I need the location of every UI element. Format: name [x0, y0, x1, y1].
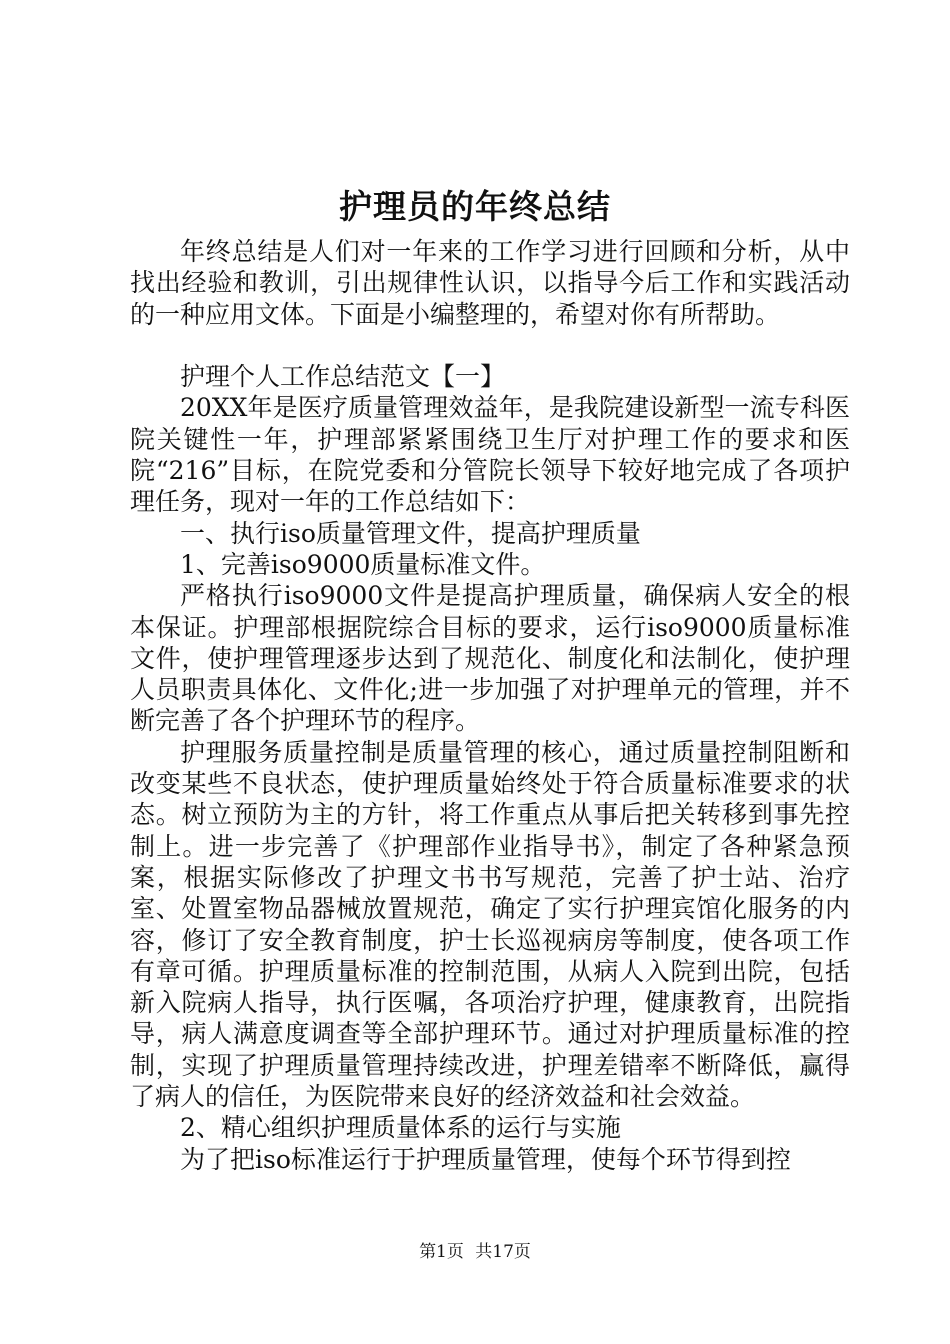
paragraph-gap — [130, 330, 850, 361]
document-title: 护理员的年终总结 — [339, 187, 611, 226]
section-heading: 护理个人工作总结范文【一】 — [180, 362, 506, 392]
subsection-heading: 一、执行iso质量管理文件，提高护理质量 — [180, 518, 641, 548]
intro-paragraph: 年终总结是人们对一年来的工作学习进行回顾和分析，从中找出经验和教训，引出规律性认识，以指导今后工作和实践活动的一种应用文体。下面是小编整理的，希望对你有所帮助。 — [130, 237, 850, 329]
page-footer — [0, 1240, 950, 1264]
item-heading: 2、精心组织护理质量体系的运行与实施 — [180, 1113, 621, 1143]
body-paragraph: 护理服务质量控制是质量管理的核心，通过质量控制阻断和改变某些不良状态，使护理质量始终处于符合质量标准要求的状态。树立预防为主的方针，将工作重点从事后把关转移到事先控制上。进一步完善了《护理部作业指导书》，制定了各种紧急预案，根据实际修改了护理文书书写规范，完善了护士站、治疗室、处置室物品器械放置规范，确定了实行护理宾馆化服务的内容，修订了安全教育制度，护士长巡视病房等制度，使各项工作有章可循。护理质量标准的控制范围，从病人入院到出院，包括新入院病人指导，执行医嘱，各项治疗护理，健康教育，出院指导，病人满意度调查等全部护理环节。通过对护理质量标准的控制，实现了护理质量管理持续改进，护理差错率不断降低，赢得了病人的信任，为医院带来良好的经济效益和社会效益。 — [130, 737, 850, 1112]
page-total: 共17页 — [475, 1242, 531, 1262]
body-paragraph: 为了把iso标准运行于护理质量管理，使每个环节得到控 — [180, 1144, 791, 1174]
page-number: 第1页 — [419, 1242, 464, 1262]
body-paragraph: 20XX年是医疗质量管理效益年，是我院建设新型一流专科医院关键性一年，护理部紧紧围绕卫生厅对护理工作的要求和医院“216”目标，在院党委和分管院长领导下较好地完成了各项护理任务，现对一年的工作总结如下： — [130, 393, 850, 517]
item-heading: 1、完善iso9000质量标准文件。 — [180, 549, 546, 579]
body-paragraph: 严格执行iso9000文件是提高护理质量，确保病人安全的根本保证。护理部根据院综合目标的要求，运行iso9000质量标准文件，使护理管理逐步达到了规范化、制度化和法制化，使护理人员职责具体化、文件化;进一步加强了对护理单元的管理，并不断完善了各个护理环节的程序。 — [130, 581, 850, 736]
document-body — [130, 236, 850, 1175]
